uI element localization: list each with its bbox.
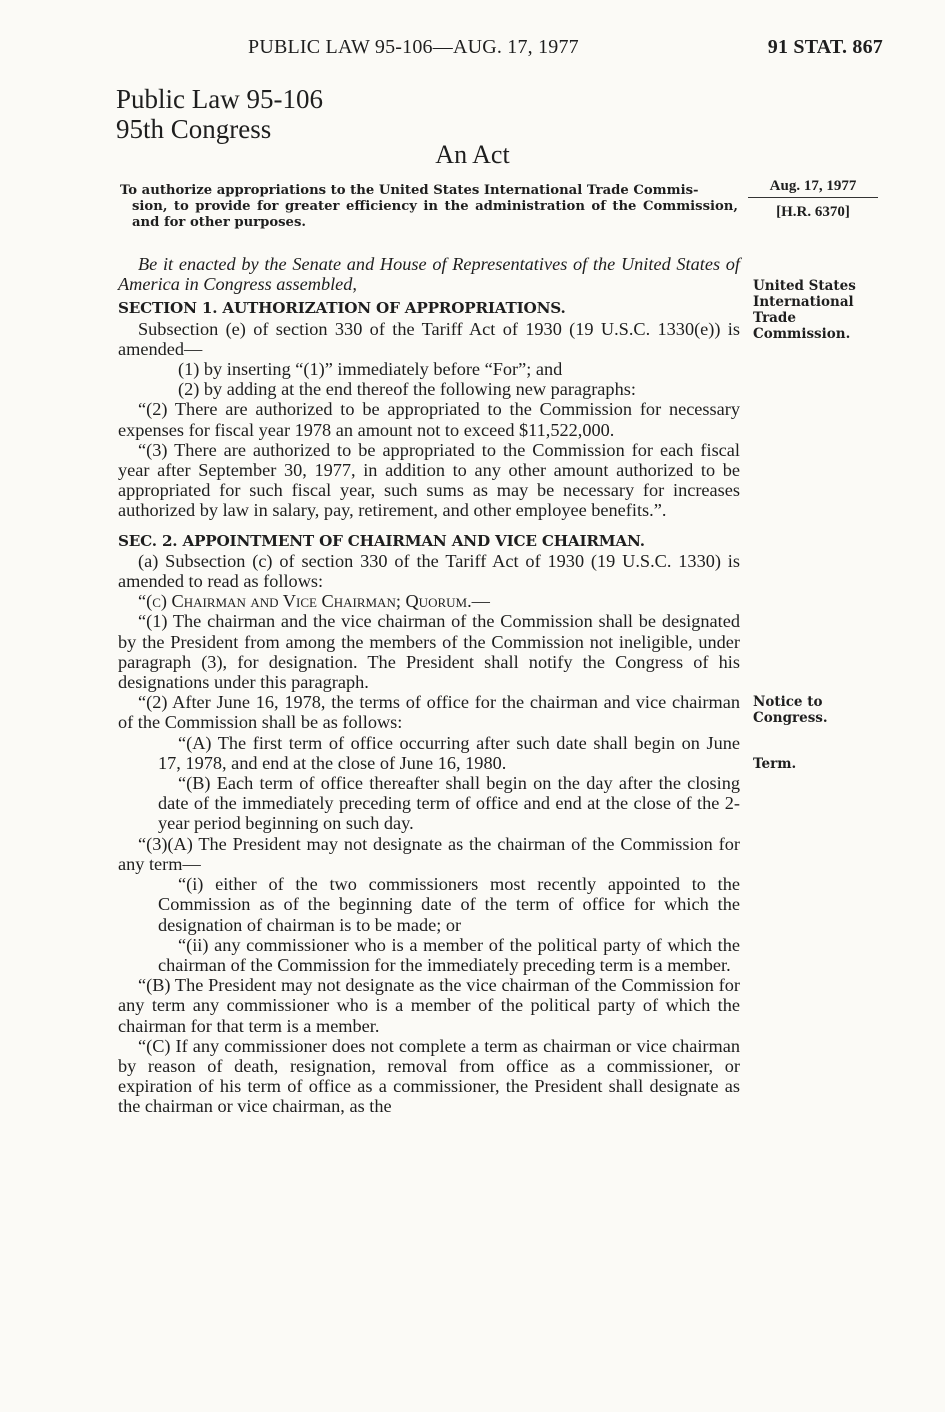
margin-note-itc-line-2: International [753, 294, 854, 310]
running-header [0, 36, 945, 64]
enactment-date-block [748, 178, 878, 221]
margin-note-notice [753, 694, 828, 726]
section-2-paragraph-2a: “(A) The first term of office occurring after such date shall begin on June 17, 1978, and end at the close of June 16, 1980. [158, 732, 740, 773]
section-1-heading: SECTION 1. AUTHORIZATION OF APPROPRIATIONS. [118, 299, 566, 318]
margin-note-notice-line-2: Congress. [753, 710, 828, 726]
section-1-intro: Subsection (e) of section 330 of the Tariff Act of 1930 (19 U.S.C. 1330(e)) is amended— [118, 318, 740, 359]
purpose-line-1: To authorize appropriations to the United States International Trade Commis- [120, 183, 699, 198]
act-title: An Act [435, 140, 510, 169]
section-2-paragraph-1: “(1) The chairman and the vice chairman of the Commission shall be designated by the President from among the members of the Commission not ineligible, under paragraph (3), for designation. The President shall notify the Congress of his designations under this paragraph. [118, 611, 740, 693]
public-law-number: Public Law 95-106 [116, 84, 323, 114]
section-2-paragraph-3b: “(B) The President may not designate as the vice chairman of the Commission for any term any commissioner who is a member of the political party of which the chairman for that term is a member. [118, 975, 740, 1036]
act-purpose [120, 183, 738, 231]
margin-note-notice-line-1: Notice to [753, 694, 823, 710]
margin-note-itc-line-3: Trade [753, 310, 796, 326]
section-2-paragraph-3-i: “(i) either of the two commissioners most recently appointed to the Commission as of the beginning date of the term of office for which the designation of chairman is to be made; or [158, 874, 740, 935]
section-2-paragraph-2b: “(B) Each term of office thereafter shall begin on the day after the closing date of the immediately preceding term of office and end at the close of the 2-year period beginning on such day. [158, 773, 740, 834]
section-2-paragraph-3c: “(C) If any commissioner does not complete a term as chairman or vice chairman by reason of death, resignation, removal from office as a commissioner, or expiration of his term of office as a commissioner, the President shall designate as the chairman or vice chairman, as the [118, 1035, 740, 1117]
law-identifier [116, 84, 323, 144]
section-1-paragraph-2: “(2) There are authorized to be appropriated to the Commission for necessary expenses for fiscal year 1978 an amount not to exceed $11,522,000. [118, 399, 740, 440]
bill-number: [H.R. 6370] [776, 204, 850, 220]
section-1-item-1: (1) by inserting “(1)” immediately before “For”; and [178, 359, 563, 380]
congress-number: 95th Congress [116, 114, 272, 144]
margin-note-itc-line-1: United States [753, 278, 856, 294]
section-1-item-2: (2) by adding at the end thereof the following new paragraphs: [178, 379, 636, 400]
header-title: PUBLIC LAW 95-106—AUG. 17, 1977 [248, 36, 579, 58]
statute-page-number: 91 STAT. 867 [767, 36, 883, 58]
section-2-heading: SEC. 2. APPOINTMENT OF CHAIRMAN AND VICE CHAIRMAN. [118, 531, 645, 550]
section-2-subheading: “(c) Chairman and Vice Chairman; Quorum.— [138, 591, 490, 612]
section-2-paragraph-3a: “(3)(A) The President may not designate as the chairman of the Commission for any term— [118, 833, 740, 874]
main-text [118, 254, 740, 1117]
margin-note-itc [753, 278, 856, 342]
margin-note-itc-line-4: Commission. [753, 326, 851, 342]
section-2-paragraph-3-ii: “(ii) any commissioner who is a member of the political party of which the chairman of the Commission for the immediately preceding term is a member. [158, 934, 740, 975]
margin-note-term: Term. [753, 756, 797, 772]
section-2-intro: (a) Subsection (c) of section 330 of the Tariff Act of 1930 (19 U.S.C. 1330) is amended to read as follows: [118, 550, 740, 592]
section-2-paragraph-2: “(2) After June 16, 1978, the terms of office for the chairman and vice chairman of the Commission shall be as follows: [118, 692, 740, 733]
section-1-paragraph-3: “(3) There are authorized to be appropriated to the Commission for each fiscal year after September 30, 1977, in addition to any other amount authorized to be appropriated for such fiscal year, such sums as may be necessary for increases authorized by law in salary, pay, retirement, and other employee benefits.”. [118, 439, 740, 521]
enactment-date: Aug. 17, 1977 [748, 178, 878, 198]
purpose-line-2: sion, to provide for greater efficiency in the administration of the Commission, and for other purposes. [132, 199, 738, 230]
enacting-clause: Be it enacted by the Senate and House of Representatives of the United States of America in Congress assembled, [118, 254, 740, 295]
